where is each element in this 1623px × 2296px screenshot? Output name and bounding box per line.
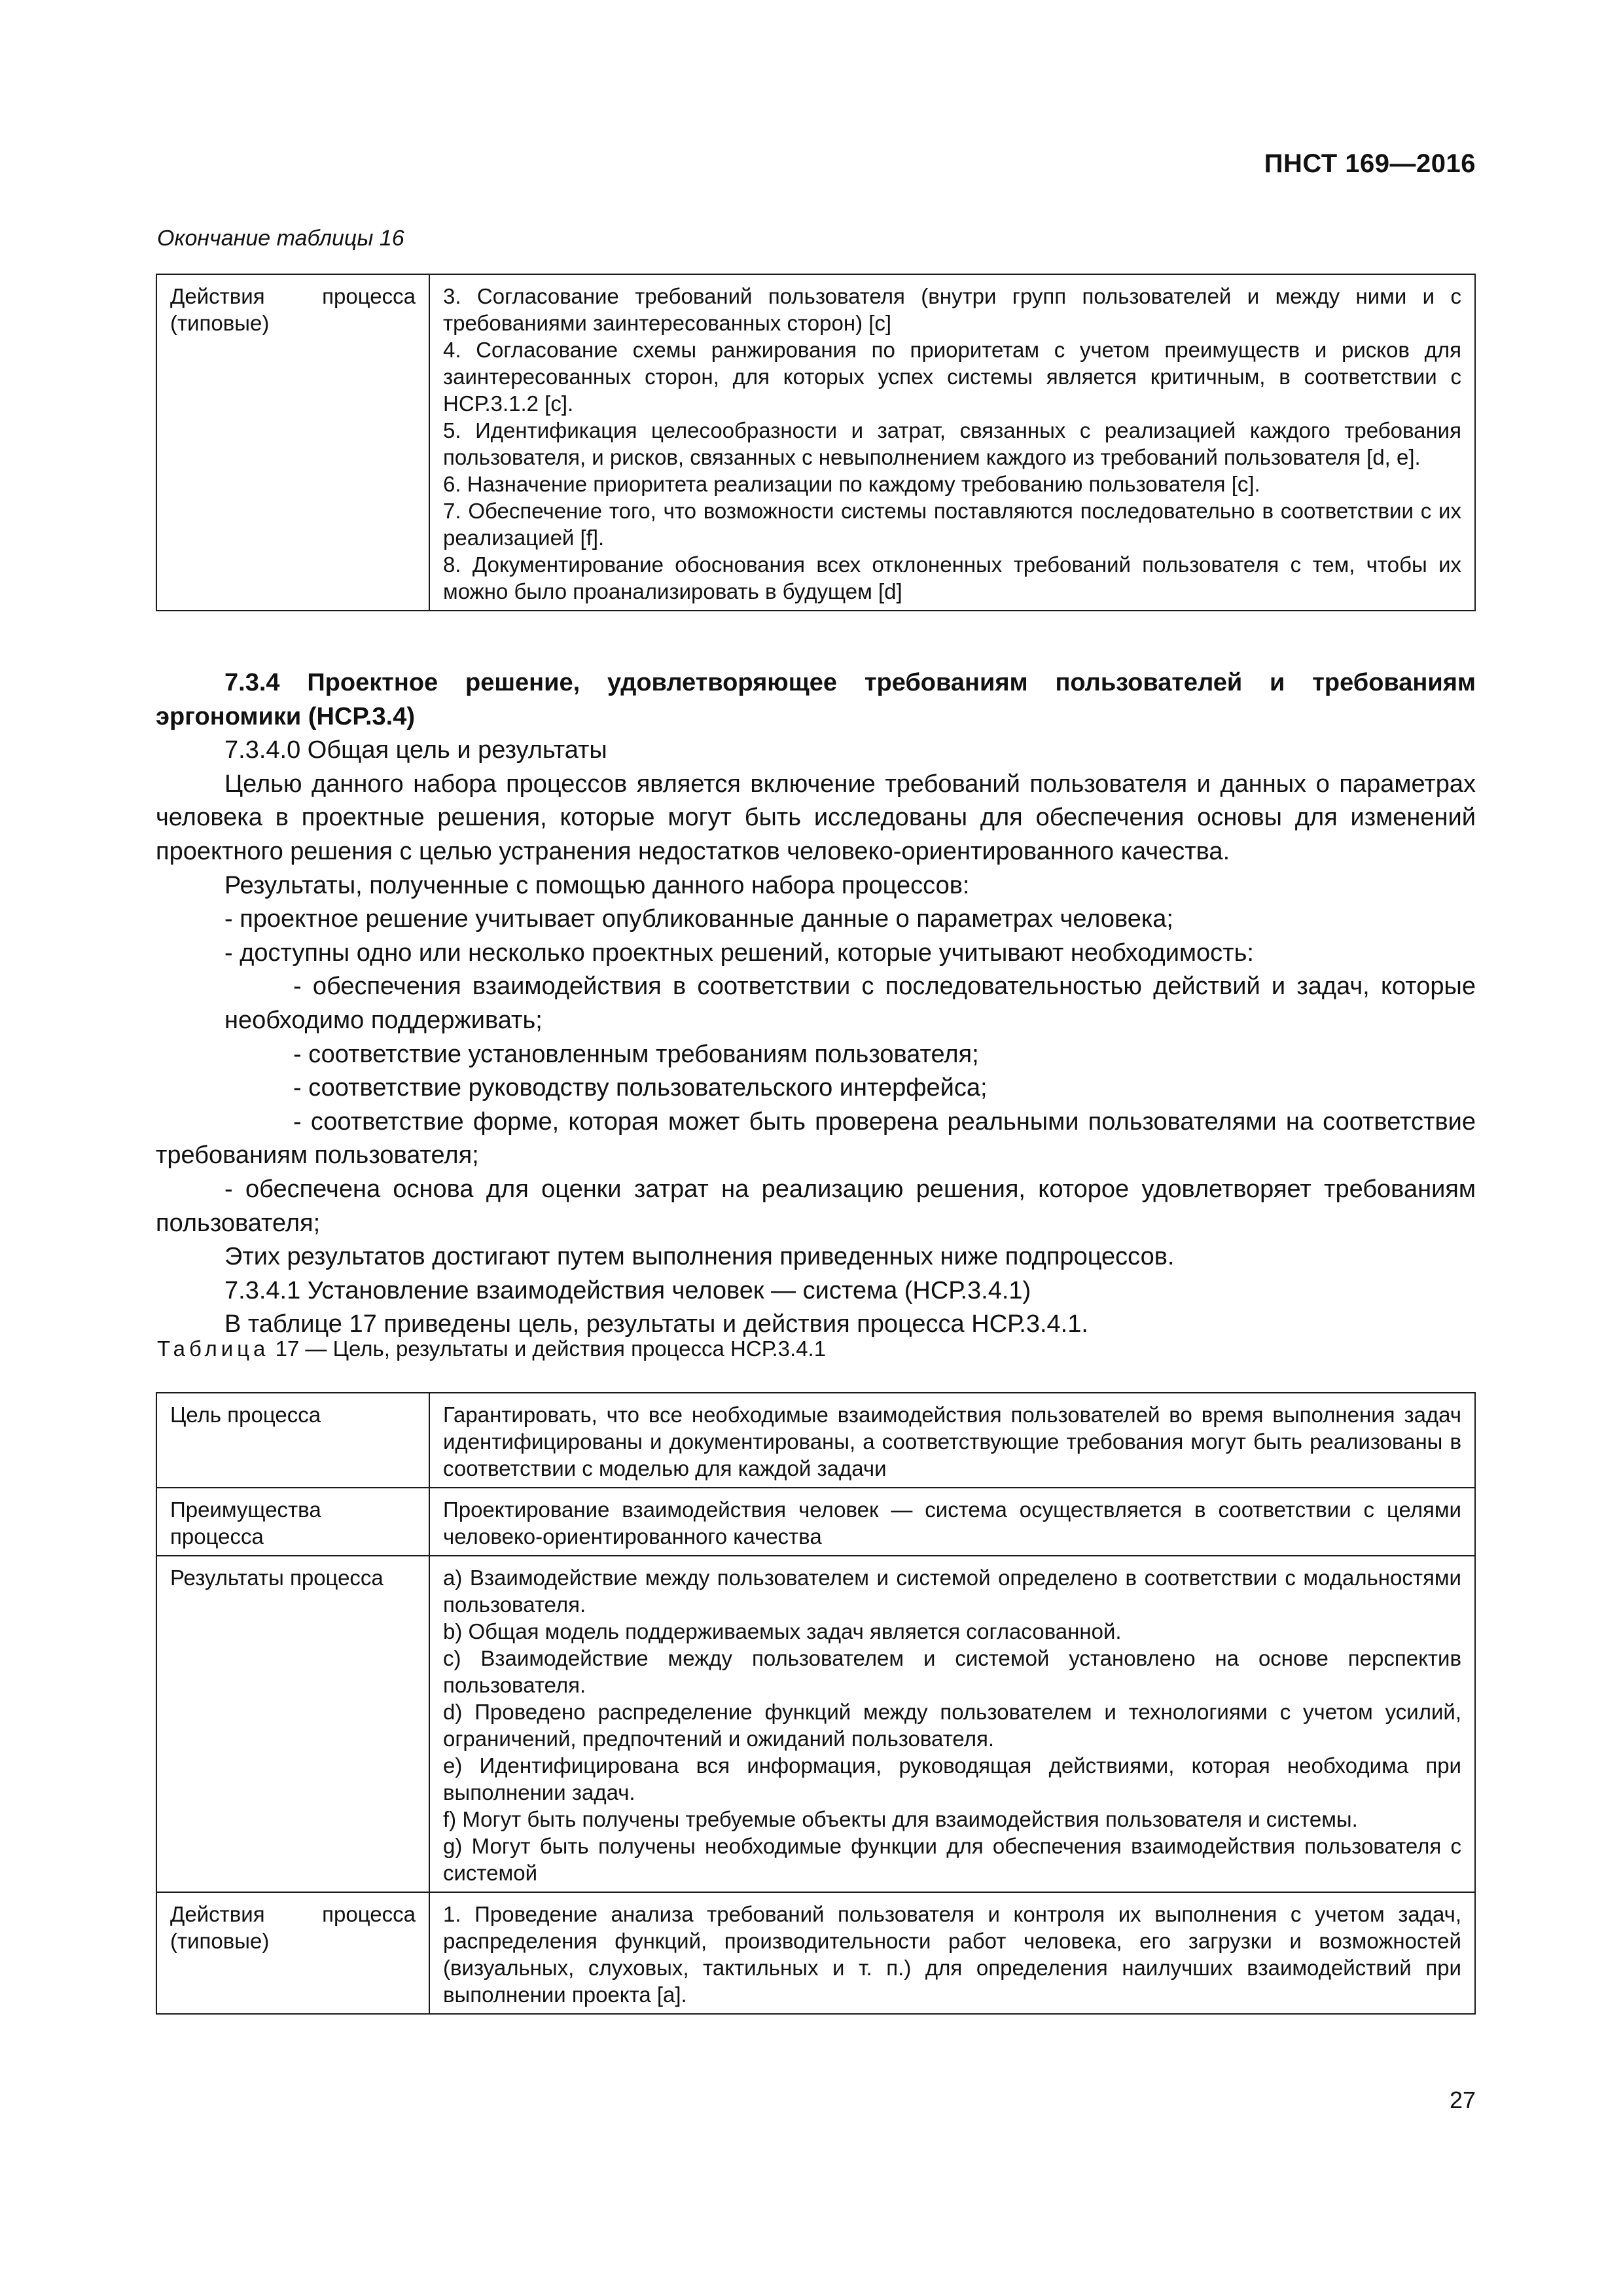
list-item: 3. Согласование требований пользователя (внутри групп пользователей и между ними и с требованиями заинтересованных сторон) [c] — [443, 284, 1461, 335]
list-item: 1. Проведение анализа требований пользователя и контроля их выполнения с учетом задач, распределения функций, производительности работ человека, его загрузки и возможностей (визуальных, слуховых, тактильных и т. п.) для определения наилучших взаимодействий при выполнении проекта [a]. — [443, 1902, 1461, 2007]
paragraph: 7.3.4.1 Установление взаимодействия человек — система (НСР.3.4.1) — [224, 1276, 1031, 1304]
list-item: c) Взаимодействие между пользователем и системой установлено на основе перспектив пользователя. — [443, 1646, 1461, 1697]
bullet-item: - проектное решение учитывает опубликованные данные о параметрах человека; — [224, 905, 1173, 933]
table16-continuation-caption: Окончание таблицы 16 — [157, 226, 404, 251]
list-item: Гарантировать, что все необходимые взаимодействия пользователей во время выполнения задач идентифицированы и документированы, а соответствующие требования могут быть реализованы в соответствии с моделью для каждой задачи — [443, 1403, 1461, 1480]
row-label: Действия процесса (типовые) — [156, 274, 429, 611]
row-content — [429, 1892, 1475, 2014]
list-item: e) Идентифицирована вся информация, руководящая действиями, которая необходима при выполнении задач. — [443, 1753, 1461, 1804]
list-item: 5. Идентификация целесообразности и затрат, связанных с реализацией каждого требования пользователя, и рисков, связанных с невыполнением каждого из требований пользователя [d, e]. — [443, 418, 1461, 469]
row-label: Действия процесса (типовые) — [156, 1892, 429, 2014]
row-content — [429, 1556, 1475, 1892]
table-caption-word: Таблица — [157, 1336, 270, 1361]
list-item: b) Общая модель поддерживаемых задач является согласованной. — [443, 1619, 1122, 1643]
list-item: 6. Назначение приоритета реализации по каждому требованию пользователя [c]. — [443, 472, 1260, 496]
paragraph: В таблице 17 приведены цель, результаты и действия процесса НСР.3.4.1. — [224, 1310, 1088, 1338]
table-row — [156, 1488, 1475, 1556]
table-row — [156, 1393, 1475, 1488]
table-row — [156, 274, 1475, 611]
table-caption-text: 17 — Цель, результаты и действия процесса НСР.3.4.1 — [275, 1336, 827, 1361]
paragraph: Целью данного набора процессов является включение требований пользователя и данных о параметрах человека в проектные решения, которые могут быть исследованы для обеспечения основы для изменений проектного решения с целью устранения недостатков человеко-ориентированного качества. — [156, 770, 1476, 865]
list-item: f) Могут быть получены требуемые объекты для взаимодействия пользователя и системы. — [443, 1807, 1358, 1831]
row-label: Результаты процесса — [156, 1556, 429, 1892]
bullet-item: - обеспечена основа для оценки затрат на реализацию решения, которое удовлетворяет требованиям пользователя; — [156, 1175, 1476, 1237]
table-17 — [156, 1392, 1476, 2015]
subsection-heading: 7.3.4.0 Общая цель и результаты — [224, 736, 607, 764]
sub-bullet-item: - соответствие форме, которая может быть проверена реальными пользователями на соответствие требованиям пользователя; — [156, 1107, 1476, 1170]
paragraph: Результаты, полученные с помощью данного набора процессов: — [224, 871, 970, 899]
table17-caption — [157, 1336, 826, 1361]
document-code: ПНСТ 169—2016 — [1264, 149, 1476, 178]
list-item: a) Взаимодействие между пользователем и системой определено в соответствии с модальностями пользователя. — [443, 1566, 1461, 1617]
table-row — [156, 1892, 1475, 2014]
sub-bullet-item: - соответствие установленным требованиям пользователя; — [293, 1040, 979, 1068]
paragraph: Этих результатов достигают путем выполнения приведенных ниже подпроцессов. — [224, 1243, 1175, 1271]
row-label: Цель процесса — [156, 1393, 429, 1488]
list-item: 7. Обеспечение того, что возможности системы поставляются последовательно в соответствии с их реализацией [f]. — [443, 499, 1461, 550]
list-item: 4. Согласование схемы ранжирования по приоритетам с учетом преимуществ и рисков для заинтересованных сторон, для которых успех системы является критичным, в соответствии с НСР.3.1.2 [c]. — [443, 338, 1461, 416]
section-body — [156, 666, 1476, 1342]
section-heading: 7.3.4 Проектное решение, удовлетворяющее требованиям пользователей и требованиям эргономики (НСР.3.4) — [156, 669, 1476, 730]
row-content — [429, 1393, 1475, 1488]
list-item: d) Проведено распределение функций между пользователем и технологиями с учетом усилий, ограничений, предпочтений и ожиданий пользователя. — [443, 1700, 1461, 1751]
row-content — [429, 1488, 1475, 1556]
row-label: Преимущества процесса — [156, 1488, 429, 1556]
row-content — [429, 274, 1475, 611]
list-item: g) Могут быть получены необходимые функции для обеспечения взаимодействия пользователя с системой — [443, 1834, 1461, 1885]
page-number: 27 — [1449, 2087, 1476, 2113]
sub-bullet-item: - соответствие руководству пользовательского интерфейса; — [293, 1074, 988, 1102]
sub-bullet-item: - обеспечения взаимодействия в соответствии с последовательностью действий и задач, которые необходимо поддерживать; — [224, 973, 1476, 1034]
list-item: Проектирование взаимодействия человек — система осуществляется в соответствии с целями человеко-ориентированного качества — [443, 1498, 1461, 1549]
table-row — [156, 1556, 1475, 1892]
table-16-end — [156, 274, 1476, 611]
bullet-item: - доступны одно или несколько проектных решений, которые учитывают необходимость: — [224, 939, 1254, 967]
list-item: 8. Документирование обоснования всех отклоненных требований пользователя с тем, чтобы их можно было проанализировать в будущем [d] — [443, 552, 1461, 603]
